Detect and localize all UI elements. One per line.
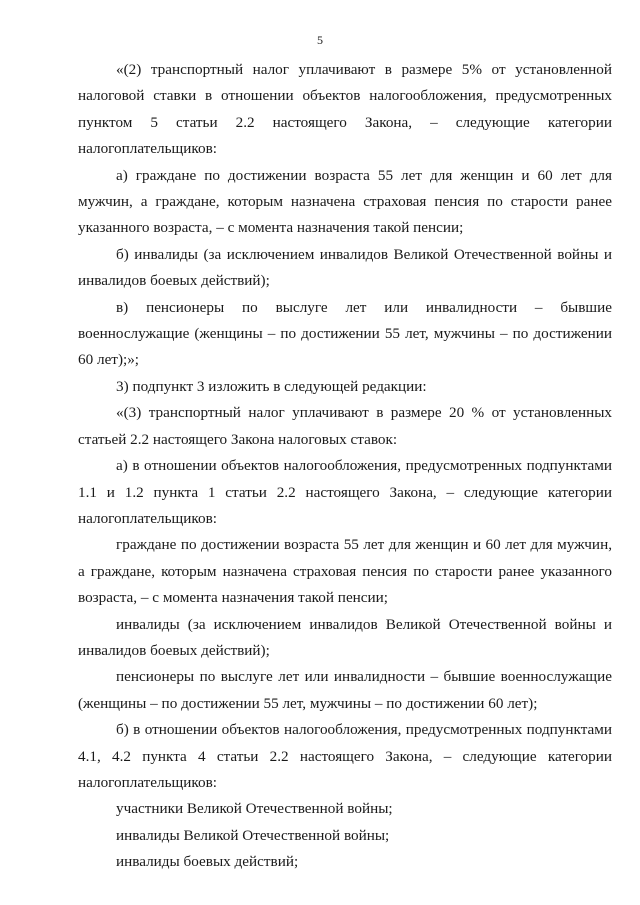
document-body	[78, 57, 612, 876]
paragraph-item-v-military-pensioners: в) пенсионеры по выслуге лет или инвалидности – бывшие военнослужащие (женщины – по достижении 55 лет, мужчины – по достижении 60 лет);»;	[78, 298, 612, 369]
paragraph-subitem-3-intro: 3) подпункт 3 изложить в следующей редакции:	[116, 377, 427, 395]
paragraph-tax-20-percent: «(3) транспортный налог уплачивают в размере 20 % от установленных статьей 2.2 настоящего Закона налоговых ставок:	[78, 404, 612, 448]
paragraph-military-pensioners: пенсионеры по выслуге лет или инвалидности – бывшие военнослужащие (женщины – по достижении 55 лет, мужчины – по достижении 60 лет);	[78, 668, 612, 712]
paragraph-item-b-disabled: б) инвалиды (за исключением инвалидов Великой Отечественной войны и инвалидов боевых действий);	[78, 245, 612, 290]
paragraph-item-a-pensioners-age: а) граждане по достижении возраста 55 лет для женщин и 60 лет для мужчин, а граждане, которым назначена страховая пенсия по старости ранее указанного возраста, – с момента назначения такой пенсии;	[78, 166, 612, 237]
paragraph-item-b-objects: б) в отношении объектов налогообложения, предусмотренных подпунктами 4.1, 4.2 пункта 4 статьи 2.2 настоящего Закона, – следующие категории налогоплательщиков:	[78, 721, 612, 791]
paragraph-ww2-participants: участники Великой Отечественной войны;	[116, 800, 393, 818]
paragraph-citizens-age: граждане по достижении возраста 55 лет для женщин и 60 лет для мужчин, а граждане, которым назначена страховая пенсия по старости ранее указанного возраста, – с момента назначения такой пенсии;	[78, 536, 612, 607]
paragraph-item-a-objects: а) в отношении объектов налогообложения, предусмотренных подпунктами 1.1 и 1.2 пункта 1 статьи 2.2 настоящего Закона, – следующие категории налогоплательщиков:	[78, 457, 612, 527]
paragraph-combat-disabled: инвалиды боевых действий;	[116, 853, 299, 871]
page-number: 5	[317, 33, 323, 47]
paragraph-tax-5-percent: «(2) транспортный налог уплачивают в размере 5% от установленной налоговой ставки в отношении объектов налогообложения, предусмотренных пунктом 5 статьи 2.2 настоящего Закона, – следующие категории налогоплательщиков:	[78, 61, 612, 158]
paragraph-disabled: инвалиды (за исключением инвалидов Великой Отечественной войны и инвалидов боевых действий);	[78, 615, 612, 659]
paragraph-ww2-disabled: инвалиды Великой Отечественной войны;	[116, 826, 390, 844]
